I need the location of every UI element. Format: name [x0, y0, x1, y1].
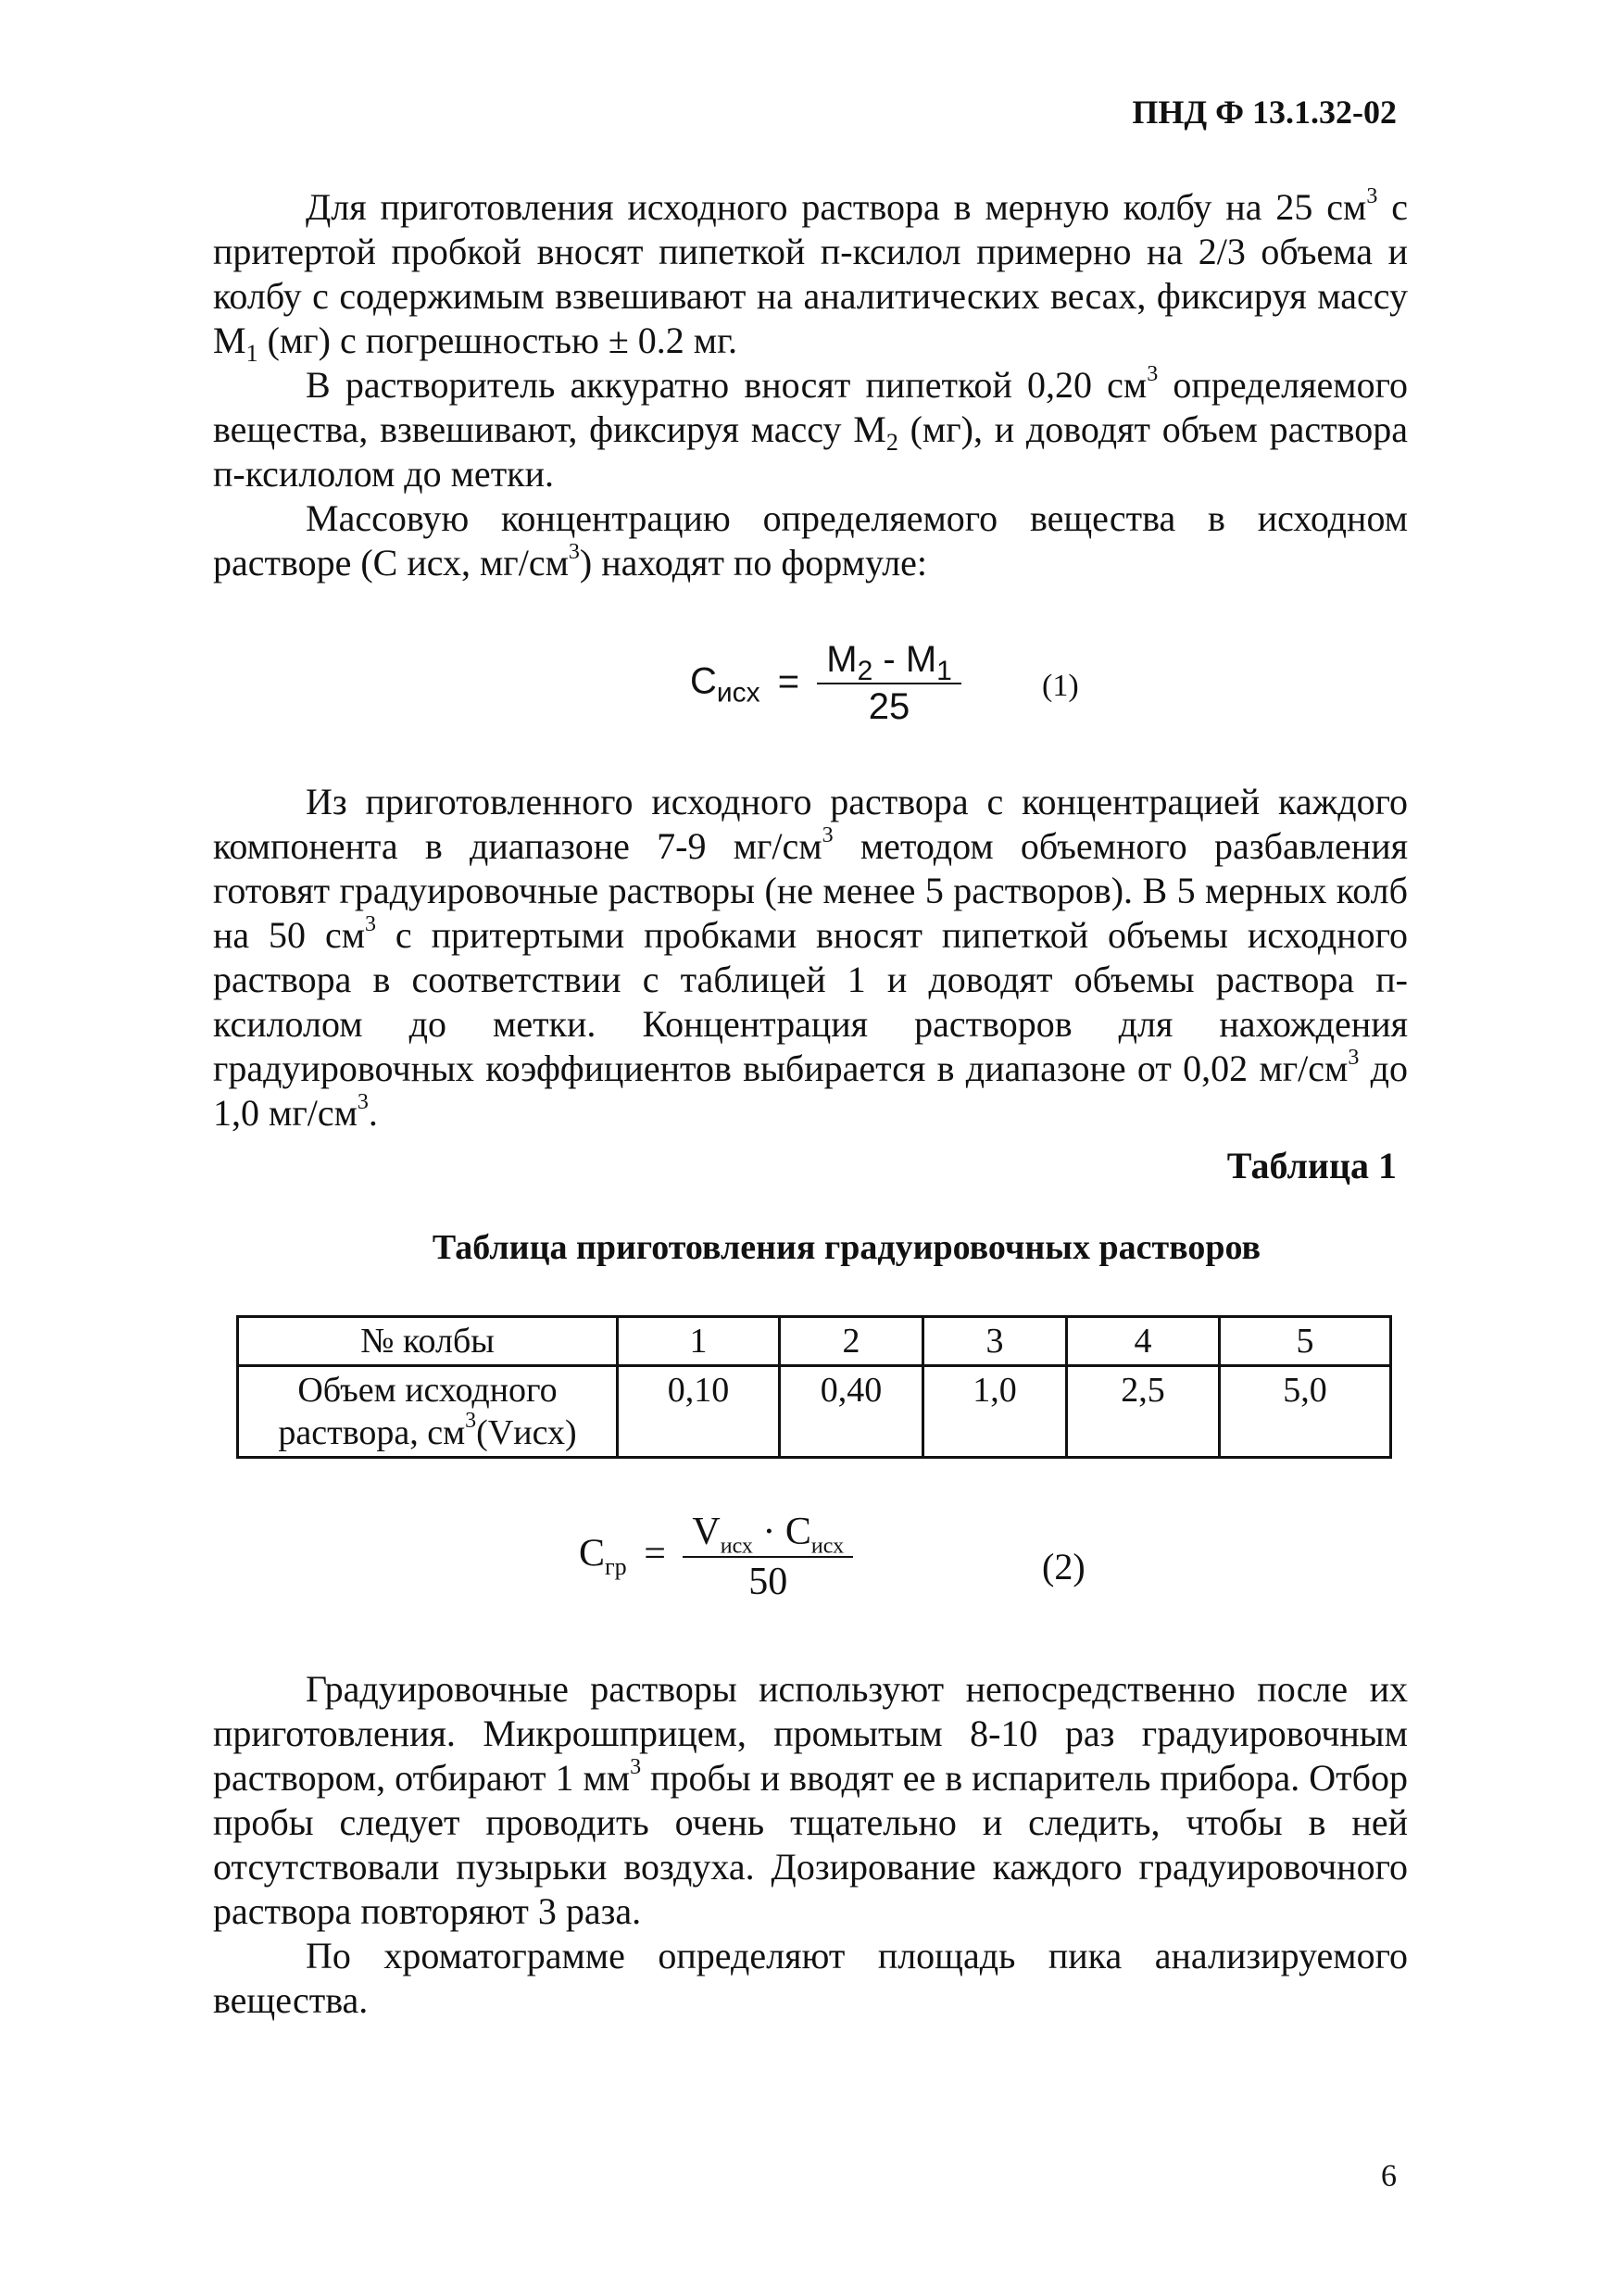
table-cell: 1,0 [923, 1366, 1067, 1458]
table-cell: 5 [1220, 1317, 1391, 1366]
table-header-cell: Объем исходного раствора, $см^3(Vисх)$ [238, 1366, 618, 1458]
formula-1-fraction: $\frac{М_2 - М_1}{25}$ [817, 639, 961, 728]
table-title: Таблица приготовления градуировочных растворов [432, 1228, 1261, 1267]
paragraph-injection: Градуировочные растворы используют непосредственно после их приготовления. Микрошприцем, промытым 8-10 раз градуировочным раствором, отбирают 1 $мм^3$ пробы и вводят ее в испаритель прибора. Отбор пробы следует проводить очень тщательно и следить, чтобы в ней отсутствовали пузырьки воздуха. Дозирование каждого градуировочного раствора повторяют 3 раза. [213, 1668, 1409, 1932]
table-cell: 5,0 [1220, 1366, 1391, 1458]
paragraph-calibration-solutions: Из приготовленного исходного раствора с концентрацией каждого компонента в диапазоне 7-9 $мг/см^3$ методом объемного разбавления готовят градуировочные растворы (не менее 5 растворов). В 5 мерных колб на 50 $см^3$ с притертыми пробками вносят пипеткой объемы исходного раствора в соответствии с таблицей 1 и доводят объемы раствора п-ксилолом до метки. Концентрация растворов для нахождения градуировочных коэффициентов выбирается в диапазоне от 0,02 $мг/см^3$ до 1,0 $мг/см^3$. [213, 781, 1409, 1134]
page-number: 6 [1381, 2159, 1397, 2193]
table-row-flask-numbers [238, 1317, 1391, 1366]
table-label: Таблица 1 [1226, 1145, 1397, 1186]
paragraph-mass-concentration: Массовую концентрацию определяемого вещества в исходном растворе (С исх, $мг/см^3$) находят по формуле: [213, 497, 1408, 583]
table-cell: 0,10 [618, 1366, 780, 1458]
table-cell: 4 [1067, 1317, 1220, 1366]
table-cell: 2 [780, 1317, 923, 1366]
procedure-text-block [213, 1667, 1408, 2023]
table-cell: 1 [618, 1317, 780, 1366]
calibration-text-block [213, 780, 1408, 1135]
table-cell: 3 [923, 1317, 1067, 1366]
formula-2-fraction: $\frac{V_{исх} \cdot С_{исх}}{50}$ [683, 1510, 853, 1604]
formula-1: $С_{исх}$ = $\frac{М_2 - М_1}{25}$ [690, 639, 961, 728]
table-cell: 0,40 [780, 1366, 923, 1458]
paragraph-peak-area: По хроматограмме определяют площадь пика анализируемого вещества. [213, 1935, 1408, 2021]
paragraph-solvent: В растворитель аккуратно вносят пипеткой 0,20 $см^3$ определяемого вещества, взвешивают, фиксируя массу $М_2$ (мг), и доводят объем раствора п-ксилолом до метки. [213, 361, 1408, 495]
table-cell: 2,5 [1067, 1366, 1220, 1458]
calibration-table [236, 1315, 1392, 1459]
formula-1-number: (1) [1042, 669, 1079, 703]
formula-2: $С_{гр}$ = $\frac{V_{исх} \cdot С_{исх}}{50}$ [579, 1510, 853, 1604]
document-code-header: ПНД Ф 13.1.32-02 [1132, 94, 1397, 131]
intro-text-block [213, 185, 1408, 585]
table-row-volumes [238, 1366, 1391, 1458]
paragraph-stock-solution: Для приготовления исходного раствора в мерную колбу на 25 $см^3$ с притертой пробкой вносят пипеткой п-ксилол примерно на 2/3 объема и колбу с содержимым взвешивают на аналитических весах, фиксируя массу $М_1$ (мг) с погрешностью ± 0.2 мг. [213, 183, 1408, 367]
table-header-cell: № колбы [238, 1317, 618, 1366]
formula-2-number: (2) [1042, 1546, 1086, 1587]
